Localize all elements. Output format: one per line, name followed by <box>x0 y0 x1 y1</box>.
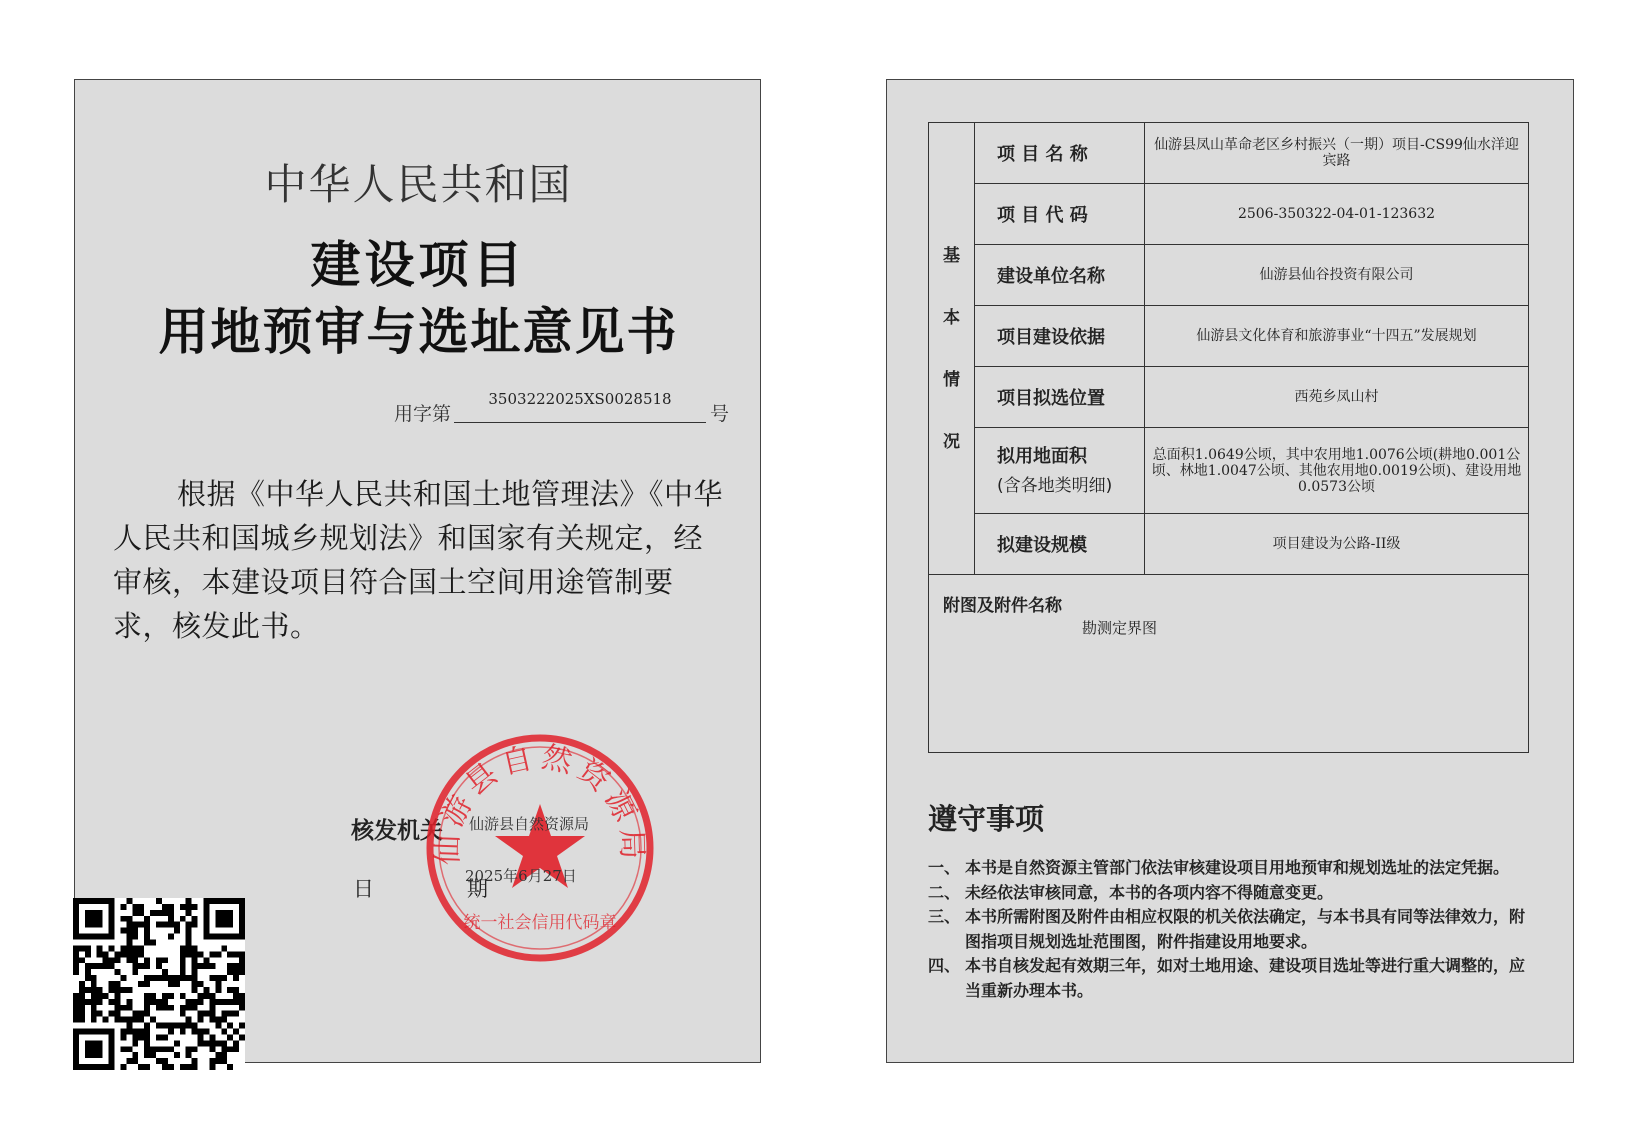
country-heading: 中华人民共和国 <box>264 160 573 209</box>
row-value-basis: 仙游县文化体育和旅游事业“十四五”发展规划 <box>1145 306 1529 367</box>
row-value-location: 西苑乡凤山村 <box>1145 367 1529 428</box>
attachment-label: 附图及附件名称 <box>943 596 1062 616</box>
row-label-project-code: 项 目 代 码 <box>975 184 1145 245</box>
issue-date-label: 日 期 <box>353 877 524 901</box>
row-label-basis: 项目建设依据 <box>975 306 1145 367</box>
seal-ring-text: 仙游县自然资源局 <box>430 739 650 866</box>
table-row <box>929 245 1529 306</box>
row-value-builder: 仙游县仙谷投资有限公司 <box>1145 245 1529 306</box>
row-value-project-code: 2506-350322-04-01-123632 <box>1145 184 1529 245</box>
list-item: 三、 本书所需附图及附件由相应权限的机关依法确定，与本书具有同等法律效力，附图指项目规划选址范围图，附件指建设用地要求。 <box>928 907 1526 951</box>
list-item: 二、 未经依法审核同意，本书的各项内容不得随意变更。 <box>928 882 1334 902</box>
qr-code[interactable] <box>72 898 246 1070</box>
basic-info-table <box>928 122 1529 575</box>
list-item: 四、 本书自核发起有效期三年，如对土地用途、建设项目选址等进行重大调整的，应当重新办理本书。 <box>928 956 1526 1000</box>
certificate-cover-page <box>74 79 761 1063</box>
notice-title: 遵守事项 <box>928 802 1045 836</box>
issue-date-value: 2025年6月27日 <box>465 867 577 885</box>
serial-suffix: 号 <box>710 403 730 425</box>
row-label-builder: 建设单位名称 <box>975 245 1145 306</box>
table-row <box>929 184 1529 245</box>
row-label-scale: 拟建设规模 <box>975 514 1145 575</box>
row-value-area: 总面积1.0649公顷，其中农用地1.0076公顷(耕地0.001公顷、林地1.0047公顷、其他农用地0.0019公顷)、建设用地0.0573公顷 <box>1145 428 1529 514</box>
attachment-value: 勘测定界图 <box>1082 619 1158 637</box>
attachment-section <box>928 573 1529 753</box>
table-row <box>929 367 1529 428</box>
row-value-project-name: 仙游县凤山革命老区乡村振兴（一期）项目-CS99仙水洋迎宾路 <box>1145 123 1529 184</box>
official-seal-stamp <box>420 728 660 968</box>
issuer-label: 核发机关 <box>351 818 443 844</box>
table-row <box>929 428 1529 514</box>
table-row <box>929 306 1529 367</box>
list-item: 一、 本书是自然资源主管部门依法审核建设项目用地预审和规划选址的法定凭据。 <box>928 858 1510 877</box>
certificate-body-text: 根据《中华人民共和国土地管理法》《中华人民共和国城乡规划法》和国家有关规定，经审核，本建设项目符合国土空间用途管制要求，核发此书。 <box>113 477 724 643</box>
seal-bottom-text: 统一社会信用代码章 <box>463 913 617 933</box>
table-row <box>929 514 1529 575</box>
document-title-line2: 用地预审与选址意见书 <box>158 303 679 361</box>
notice-list <box>928 856 1538 1003</box>
row-label-area: 拟用地面积 (含各地类明细) <box>975 428 1145 514</box>
row-value-scale: 项目建设为公路-II级 <box>1145 514 1529 575</box>
row-label-location: 项目拟选位置 <box>975 367 1145 428</box>
basic-info-side-label: 基 本 情 况 <box>929 123 975 575</box>
row-label-project-name: 项 目 名 称 <box>975 123 1145 184</box>
serial-prefix: 用字第 <box>394 403 452 425</box>
serial-underline <box>454 422 706 423</box>
document-title-line1: 建设项目 <box>310 236 527 294</box>
serial-number: 3503222025XS0028518 <box>488 390 672 408</box>
issuer-value: 仙游县自然资源局 <box>469 815 590 833</box>
row-label-area-detail: (含各地类明细) <box>997 475 1113 496</box>
table-row <box>929 123 1529 184</box>
certificate-details-page <box>886 79 1574 1063</box>
